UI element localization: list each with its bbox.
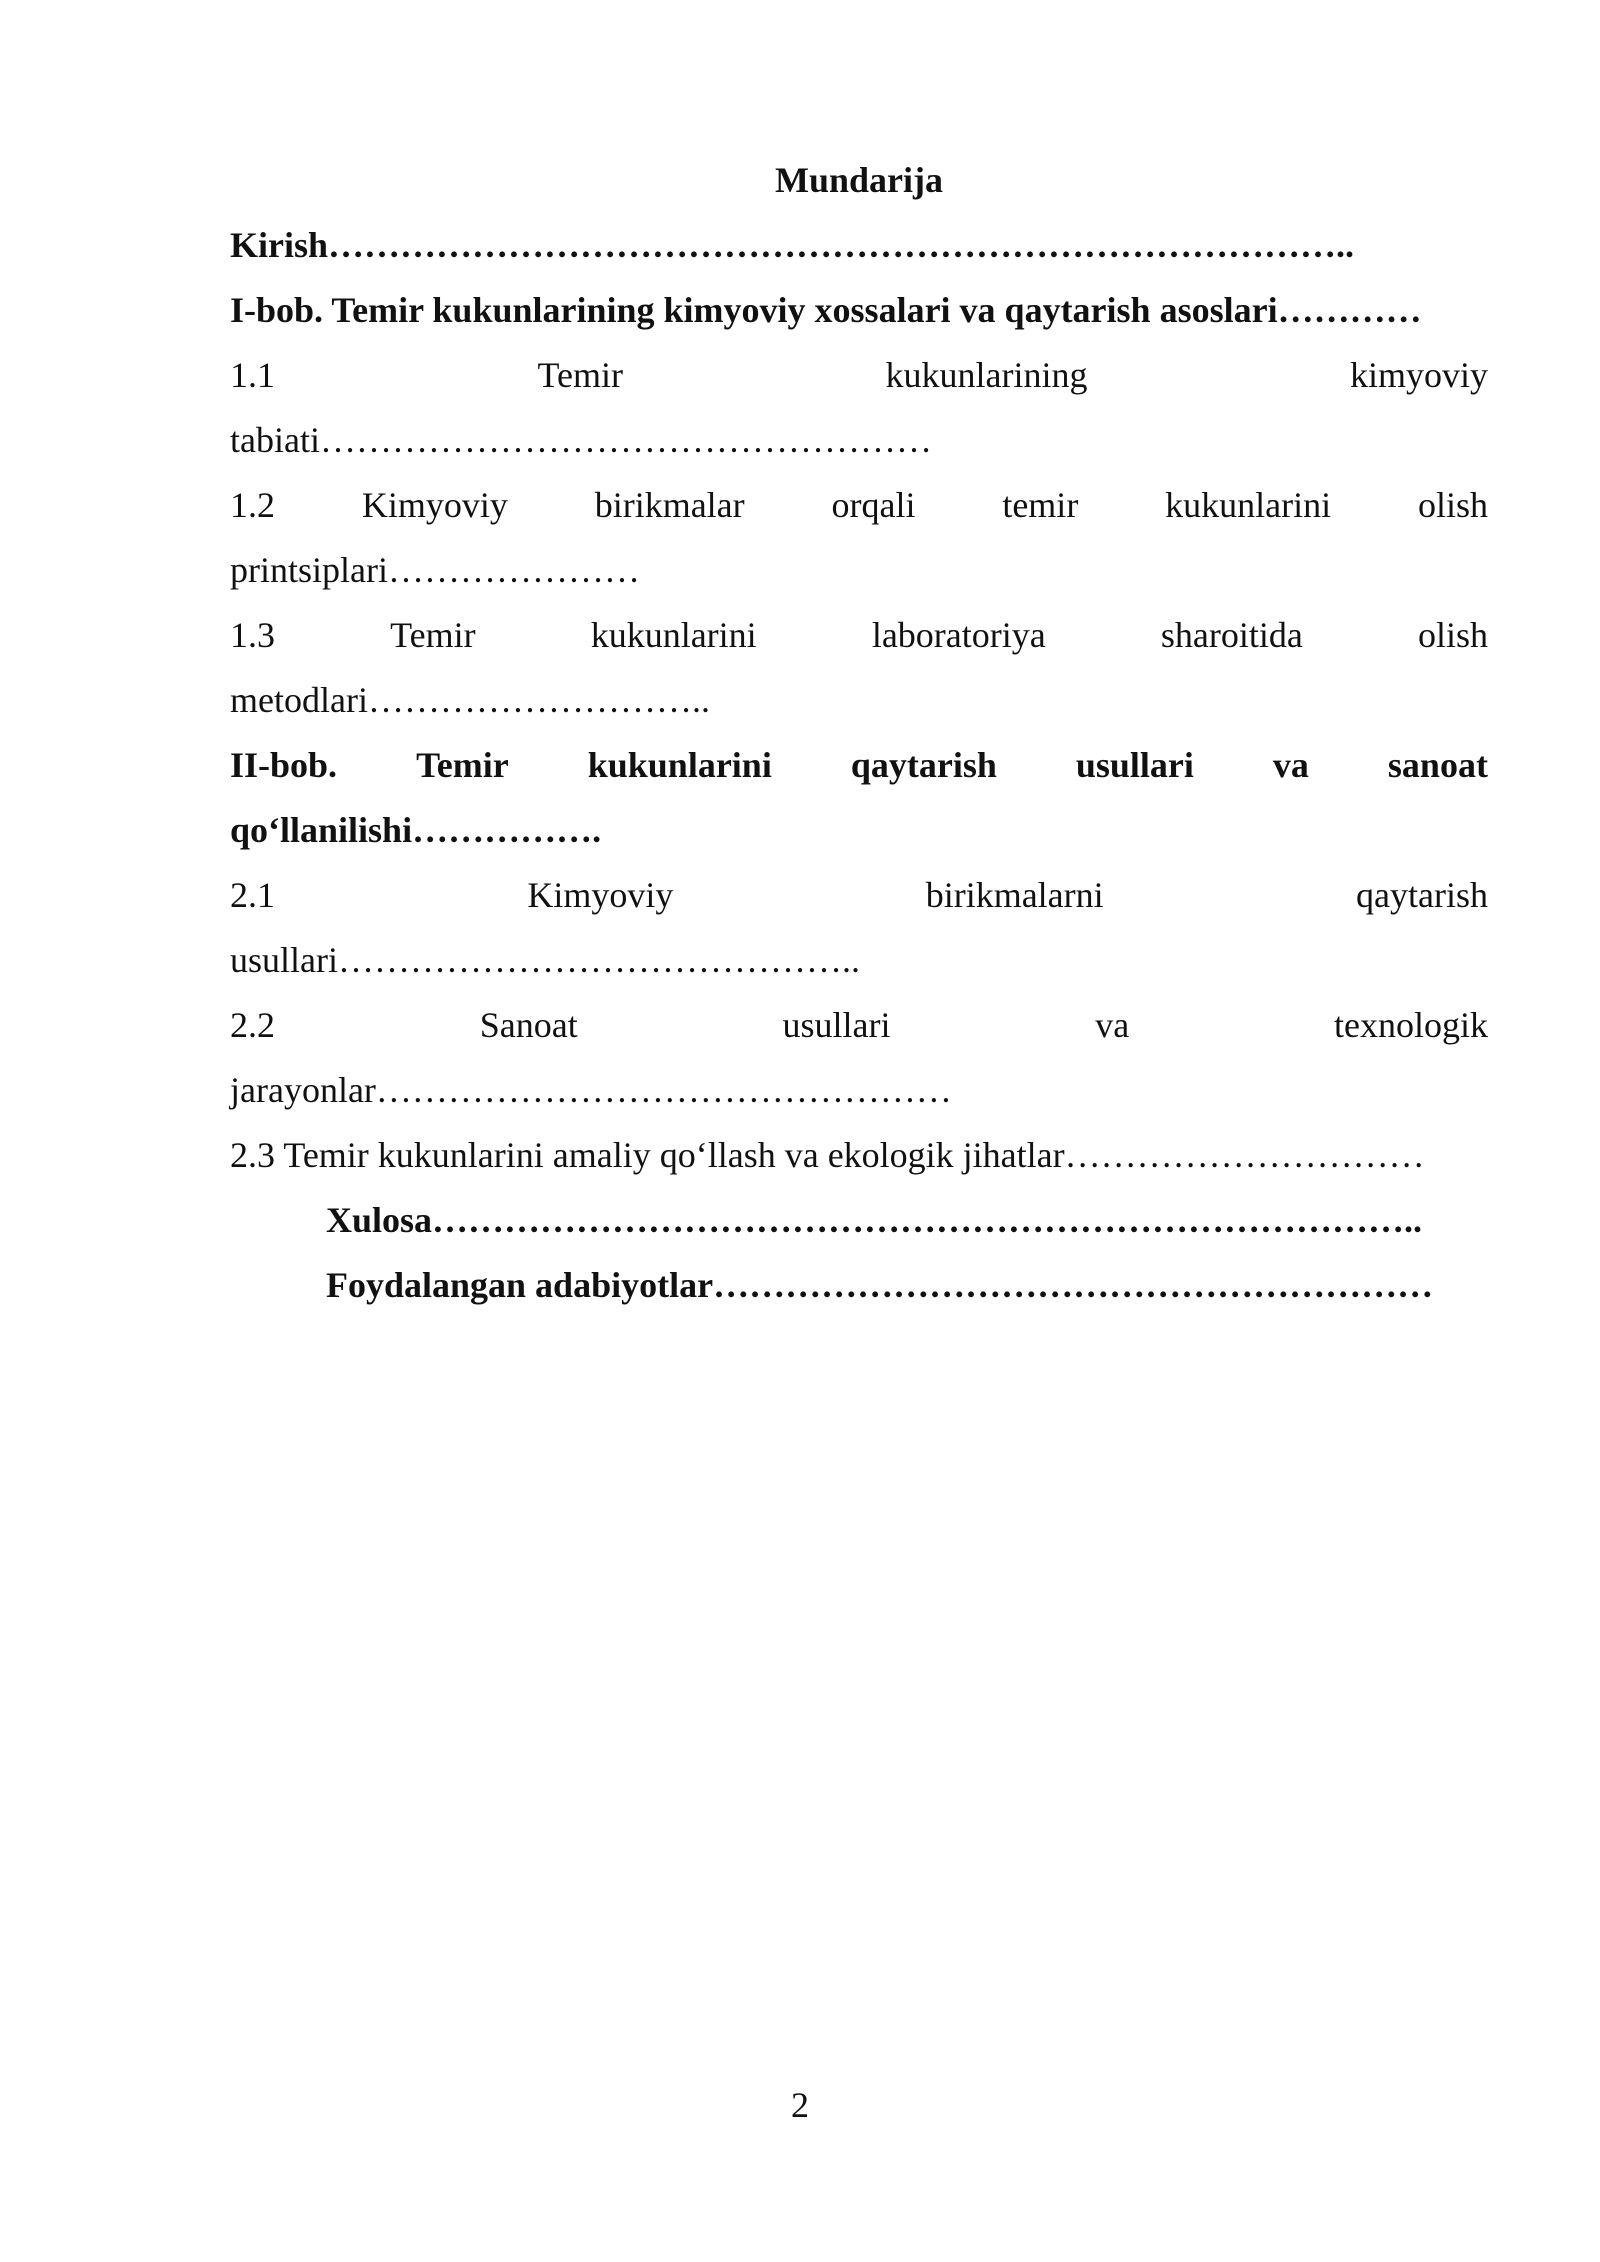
toc-word: usullari [782, 1005, 891, 1045]
toc-word: Kimyoviy [527, 875, 674, 915]
toc-entry-1-3 [230, 603, 1488, 668]
toc-entry-chapter-2-cont: qo‘llanilishi……………. [230, 810, 602, 850]
toc-word: texnologik [1334, 1005, 1488, 1045]
toc-entry-adabiyotlar: Foydalangan adabiyotlar…………………………………………………… [326, 1265, 1434, 1305]
toc-entry-chapter-2 [230, 733, 1488, 798]
toc-entry-xulosa: Xulosa……………………………………………………………………….. [326, 1200, 1423, 1240]
toc-word: sharoitida [1160, 615, 1303, 655]
toc-entry-chapter-1: I-bob. Temir kukunlarining kimyoviy xossalari va qaytarish asoslari………… [230, 290, 1422, 330]
toc-word: va [1272, 745, 1309, 785]
toc-word: II-bob. [230, 745, 338, 785]
toc-word: usullari [1075, 745, 1194, 785]
toc-entry-1-2 [230, 473, 1488, 538]
toc-word: Temir [537, 355, 623, 395]
toc-word: olish [1417, 615, 1488, 655]
toc-word: birikmalar [594, 485, 745, 525]
toc-word: kimyoviy [1349, 355, 1488, 395]
document-page [230, 148, 1488, 1318]
toc-word: Kimyoviy [361, 485, 508, 525]
toc-word: sanoat [1387, 745, 1488, 785]
toc-entry-2-2-cont: jarayonlar………………………………………… [230, 1070, 952, 1110]
toc-word: kukunlarini [587, 745, 772, 785]
toc-word: Temir [390, 615, 476, 655]
toc-entry-2-3: 2.3 Temir kukunlarini amaliy qo‘llash va ekologik jihatlar………………………… [230, 1135, 1425, 1175]
toc-entry-2-1 [230, 863, 1488, 928]
toc-entry-2-1-cont: usullari…………………………………….. [230, 940, 860, 980]
toc-word: 1.2 [230, 485, 275, 525]
toc-entry-kirish: Kirish………………………………………………………………………….. [230, 225, 1355, 265]
toc-word: temir [1002, 485, 1079, 525]
toc-entry-1-3-cont: metodlari……………………….. [230, 680, 710, 720]
toc-word: olish [1417, 485, 1488, 525]
toc-entry-1-1-cont: tabiati…………………………………………… [230, 420, 932, 460]
toc-word: kukunlarining [885, 355, 1088, 395]
toc-word: Sanoat [479, 1005, 578, 1045]
toc-title: Mundarija [774, 160, 943, 200]
page-number: 2 [791, 2085, 809, 2125]
toc-word: orqali [831, 485, 916, 525]
toc-word: qaytarish [1356, 875, 1488, 915]
toc-entry-1-1 [230, 343, 1488, 408]
toc-word: kukunlarini [590, 615, 757, 655]
toc-word: 2.1 [230, 875, 275, 915]
toc-word: va [1095, 1005, 1130, 1045]
toc-word: 1.1 [230, 355, 275, 395]
toc-word: laboratoriya [871, 615, 1046, 655]
toc-word: 2.2 [230, 1005, 275, 1045]
toc-word: birikmalarni [925, 875, 1104, 915]
toc-word: Temir [416, 745, 509, 785]
toc-word: qaytarish [850, 745, 997, 785]
toc-entry-2-2 [230, 993, 1488, 1058]
toc-entry-1-2-cont: printsiplari………………… [230, 550, 640, 590]
toc-word: kukunlarini [1165, 485, 1332, 525]
toc-word: 1.3 [230, 615, 275, 655]
